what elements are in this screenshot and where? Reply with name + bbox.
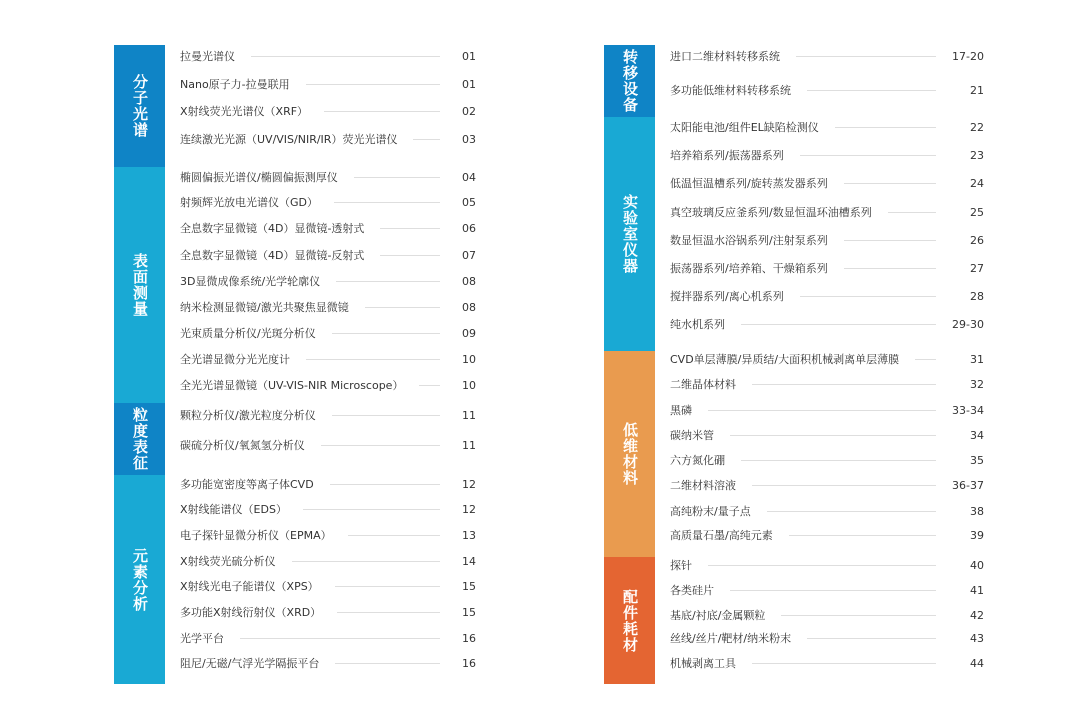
leader-line bbox=[303, 509, 440, 510]
leader-line bbox=[348, 535, 440, 536]
toc-entry[interactable] bbox=[180, 167, 476, 187]
entry-title: 进口二维材料转移系统 bbox=[670, 50, 780, 63]
page-number: 09 bbox=[462, 326, 476, 340]
entry-title: 光学平台 bbox=[180, 632, 224, 645]
category-title: 转移设备 bbox=[621, 49, 639, 113]
page-number: 43 bbox=[970, 631, 984, 645]
page-number: 38 bbox=[970, 504, 984, 518]
toc-entry[interactable] bbox=[180, 192, 476, 212]
category-band-1 bbox=[604, 45, 655, 117]
toc-entry[interactable] bbox=[670, 145, 984, 165]
toc-entry[interactable] bbox=[670, 349, 984, 369]
leader-line bbox=[332, 333, 440, 334]
entry-title: 振荡器系列/培养箱、干燥箱系列 bbox=[670, 262, 828, 275]
toc-entry[interactable] bbox=[670, 501, 984, 521]
entry-title: 全息数字显微镜（4D）显微镜-反射式 bbox=[180, 249, 365, 262]
leader-line bbox=[730, 435, 936, 436]
category-band-4 bbox=[114, 475, 165, 684]
page-number: 28 bbox=[970, 289, 984, 303]
entry-title: 阻尼/无磁/气浮光学隔振平台 bbox=[180, 657, 320, 670]
entry-title: 全息数字显微镜（4D）显微镜-透射式 bbox=[180, 222, 365, 235]
page-number: 21 bbox=[970, 83, 984, 97]
toc-entry[interactable] bbox=[180, 602, 476, 622]
leader-line bbox=[789, 535, 936, 536]
page-number: 44 bbox=[970, 656, 984, 670]
leader-line bbox=[844, 183, 936, 184]
entry-title: 多功能低维材料转移系统 bbox=[670, 84, 791, 97]
leader-line bbox=[292, 561, 440, 562]
page-number: 01 bbox=[462, 49, 476, 63]
leader-line bbox=[752, 485, 936, 486]
toc-entry[interactable] bbox=[180, 349, 476, 369]
page-number: 26 bbox=[970, 233, 984, 247]
category-band-2 bbox=[114, 167, 165, 403]
leader-line bbox=[800, 296, 936, 297]
category-band-1 bbox=[114, 45, 165, 167]
entry-title: 低温恒温槽系列/旋转蒸发器系列 bbox=[670, 177, 828, 190]
toc-entry[interactable] bbox=[670, 525, 984, 545]
toc-entry[interactable] bbox=[180, 375, 476, 395]
toc-entry[interactable] bbox=[670, 80, 984, 100]
leader-line bbox=[752, 663, 936, 664]
page-number: 11 bbox=[462, 408, 476, 422]
toc-entry[interactable] bbox=[180, 576, 476, 596]
leader-line bbox=[844, 268, 936, 269]
leader-line bbox=[332, 415, 440, 416]
entry-title: 颗粒分析仪/激光粒度分析仪 bbox=[180, 409, 316, 422]
leader-line bbox=[767, 511, 936, 512]
leader-line bbox=[915, 359, 936, 360]
leader-line bbox=[321, 445, 440, 446]
page-number: 01 bbox=[462, 77, 476, 91]
leader-line bbox=[337, 612, 440, 613]
toc-entry[interactable] bbox=[180, 474, 476, 494]
entry-title: 多功能X射线衍射仪（XRD） bbox=[180, 606, 322, 619]
category-band-4 bbox=[604, 557, 655, 684]
toc-entry[interactable] bbox=[180, 435, 476, 455]
page-number: 15 bbox=[462, 579, 476, 593]
entry-title: 全光光谱显微镜（UV-VIS-NIR Microscope） bbox=[180, 379, 404, 392]
toc-entry[interactable] bbox=[670, 230, 984, 250]
page-number: 33-34 bbox=[952, 403, 984, 417]
leader-line bbox=[306, 359, 440, 360]
category-band-3 bbox=[604, 351, 655, 557]
page-number: 42 bbox=[970, 608, 984, 622]
toc-entry[interactable] bbox=[180, 525, 476, 545]
category-band-3 bbox=[114, 403, 165, 475]
toc-entry[interactable] bbox=[180, 245, 476, 265]
toc-entry[interactable] bbox=[180, 551, 476, 571]
category-title: 元素分析 bbox=[131, 547, 149, 612]
toc-entry[interactable] bbox=[180, 129, 476, 149]
leader-line bbox=[730, 590, 936, 591]
entry-title: 培养箱系列/振荡器系列 bbox=[670, 149, 784, 162]
leader-line bbox=[336, 281, 440, 282]
page-number: 17-20 bbox=[952, 49, 984, 63]
page-number: 22 bbox=[970, 120, 984, 134]
category-title: 低维材料 bbox=[621, 422, 639, 486]
leader-line bbox=[835, 127, 936, 128]
toc-entry[interactable] bbox=[180, 405, 476, 425]
entry-title: 高纯粉末/量子点 bbox=[670, 505, 751, 518]
category-title: 分子光谱 bbox=[131, 74, 149, 138]
leader-line bbox=[741, 460, 936, 461]
entry-title: 丝线/丝片/靶材/纳米粉末 bbox=[670, 632, 792, 645]
leader-line bbox=[708, 410, 936, 411]
toc-entry[interactable] bbox=[180, 499, 476, 519]
page-number: 34 bbox=[970, 428, 984, 442]
page-number: 29-30 bbox=[952, 317, 984, 331]
category-title: 粒度表征 bbox=[131, 407, 149, 471]
toc-left-column bbox=[114, 45, 476, 684]
leader-line bbox=[365, 307, 440, 308]
entry-title: 3D显微成像系统/光学轮廓仪 bbox=[180, 275, 321, 288]
leader-line bbox=[800, 155, 936, 156]
page-number: 12 bbox=[462, 502, 476, 516]
page-number: 24 bbox=[970, 176, 984, 190]
entry-title: 基底/衬底/金属颗粒 bbox=[670, 609, 766, 622]
toc-entry[interactable] bbox=[670, 400, 984, 420]
leader-line bbox=[807, 638, 936, 639]
page-number: 07 bbox=[462, 248, 476, 262]
leader-line bbox=[380, 255, 440, 256]
entry-title: 太阳能电池/组件EL缺陷检测仪 bbox=[670, 121, 819, 134]
page-number: 39 bbox=[970, 528, 984, 542]
toc-entry[interactable] bbox=[180, 74, 476, 94]
leader-line bbox=[888, 212, 936, 213]
category-title: 配件耗材 bbox=[621, 588, 639, 653]
toc-entry[interactable] bbox=[670, 450, 984, 470]
toc-entry[interactable] bbox=[670, 555, 984, 575]
toc-entry[interactable] bbox=[670, 258, 984, 278]
leader-line bbox=[334, 202, 440, 203]
page-number: 27 bbox=[970, 261, 984, 275]
leader-line bbox=[380, 228, 440, 229]
toc-entry[interactable] bbox=[670, 46, 984, 66]
leader-line bbox=[844, 240, 936, 241]
toc-entry[interactable] bbox=[670, 374, 984, 394]
page-number: 05 bbox=[462, 195, 476, 209]
leader-line bbox=[330, 484, 440, 485]
page-number: 04 bbox=[462, 170, 476, 184]
page-number: 15 bbox=[462, 605, 476, 619]
toc-entry[interactable] bbox=[180, 218, 476, 238]
toc-entry[interactable] bbox=[670, 425, 984, 445]
entry-title: 数显恒温水浴锅系列/注射泵系列 bbox=[670, 234, 828, 247]
entry-title: 碳硫分析仪/氧氮氢分析仪 bbox=[180, 439, 305, 452]
entry-title: Nano原子力-拉曼联用 bbox=[180, 78, 290, 91]
toc-entry[interactable] bbox=[670, 202, 984, 222]
entry-title: 探针 bbox=[670, 559, 692, 572]
toc-entry[interactable] bbox=[670, 605, 984, 625]
leader-line bbox=[807, 90, 936, 91]
page-number: 13 bbox=[462, 528, 476, 542]
toc-entry[interactable] bbox=[180, 271, 476, 291]
entry-title: X射线荧光硫分析仪 bbox=[180, 555, 276, 568]
entry-title: X射线荧光光谱仪（XRF） bbox=[180, 105, 309, 118]
leader-line bbox=[324, 111, 440, 112]
page-number: 06 bbox=[462, 221, 476, 235]
entry-title: 椭圆偏振光谱仪/椭圆偏振测厚仪 bbox=[180, 171, 338, 184]
page-number: 08 bbox=[462, 274, 476, 288]
entry-title: 六方氮化硼 bbox=[670, 454, 725, 467]
entry-title: 机械剥离工具 bbox=[670, 657, 736, 670]
entry-title: 纳米检测显微镜/激光共聚焦显微镜 bbox=[180, 301, 349, 314]
toc-entry[interactable] bbox=[180, 653, 476, 673]
page-number: 10 bbox=[462, 352, 476, 366]
page-number: 40 bbox=[970, 558, 984, 572]
page-number: 36-37 bbox=[952, 478, 984, 492]
page-number: 25 bbox=[970, 205, 984, 219]
entry-title: 连续激光光源（UV/VIS/NIR/IR）荧光光谱仪 bbox=[180, 133, 398, 146]
entry-title: 电子探针显微分析仪（EPMA） bbox=[180, 529, 332, 542]
page-number: 11 bbox=[462, 438, 476, 452]
entry-title: 多功能宽密度等离子体CVD bbox=[180, 478, 314, 491]
entry-title: 全光谱显微分光光度计 bbox=[180, 353, 290, 366]
toc-entry[interactable] bbox=[670, 117, 984, 137]
leader-line bbox=[796, 56, 936, 57]
leader-line bbox=[781, 615, 936, 616]
page-number: 14 bbox=[462, 554, 476, 568]
leader-line bbox=[306, 84, 440, 85]
toc-entry[interactable] bbox=[670, 653, 984, 673]
toc-entry[interactable] bbox=[670, 173, 984, 193]
entry-title: 搅拌器系列/离心机系列 bbox=[670, 290, 784, 303]
page-number: 16 bbox=[462, 631, 476, 645]
toc-entry[interactable] bbox=[180, 628, 476, 648]
toc-entry[interactable] bbox=[180, 323, 476, 343]
page-number: 03 bbox=[462, 132, 476, 146]
toc-entry[interactable] bbox=[670, 580, 984, 600]
toc-entry[interactable] bbox=[180, 101, 476, 121]
leader-line bbox=[419, 385, 440, 386]
page-number: 02 bbox=[462, 104, 476, 118]
toc-entry[interactable] bbox=[670, 475, 984, 495]
page-number: 10 bbox=[462, 378, 476, 392]
leader-line bbox=[752, 384, 936, 385]
page-number: 16 bbox=[462, 656, 476, 670]
leader-line bbox=[240, 638, 440, 639]
entry-title: 射频辉光放电光谱仪（GD） bbox=[180, 196, 318, 209]
page-number: 41 bbox=[970, 583, 984, 597]
leader-line bbox=[708, 565, 936, 566]
entry-title: 光束质量分析仪/光斑分析仪 bbox=[180, 327, 316, 340]
toc-entry[interactable] bbox=[180, 297, 476, 317]
leader-line bbox=[335, 663, 440, 664]
toc-entry[interactable] bbox=[670, 286, 984, 306]
entry-title: X射线光电子能谱仪（XPS） bbox=[180, 580, 319, 593]
leader-line bbox=[335, 586, 440, 587]
page-number: 08 bbox=[462, 300, 476, 314]
entry-title: 纯水机系列 bbox=[670, 318, 725, 331]
entry-title: CVD单层薄膜/异质结/大面积机械剥离单层薄膜 bbox=[670, 353, 900, 366]
toc-entry[interactable] bbox=[670, 628, 984, 648]
toc-entry[interactable] bbox=[180, 46, 476, 66]
page-number: 23 bbox=[970, 148, 984, 162]
entry-title: 高质量石墨/高纯元素 bbox=[670, 529, 773, 542]
page-number: 35 bbox=[970, 453, 984, 467]
leader-line bbox=[251, 56, 440, 57]
entry-title: 二维材料溶液 bbox=[670, 479, 736, 492]
leader-line bbox=[354, 177, 440, 178]
category-band-2 bbox=[604, 117, 655, 351]
entry-title: X射线能谱仪（EDS） bbox=[180, 503, 287, 516]
entry-title: 碳纳米管 bbox=[670, 429, 714, 442]
leader-line bbox=[413, 139, 440, 140]
page-number: 31 bbox=[970, 352, 984, 366]
leader-line bbox=[741, 324, 936, 325]
entry-title: 黑磷 bbox=[670, 404, 692, 417]
page-number: 12 bbox=[462, 477, 476, 491]
category-title: 表面测量 bbox=[131, 253, 149, 317]
entry-title: 真空玻璃反应釜系列/数显恒温环油槽系列 bbox=[670, 206, 872, 219]
category-title: 实验室仪器 bbox=[621, 194, 639, 274]
toc-entry[interactable] bbox=[670, 314, 984, 334]
page-number: 32 bbox=[970, 377, 984, 391]
entry-title: 二维晶体材料 bbox=[670, 378, 736, 391]
toc-right-column bbox=[604, 45, 984, 684]
entry-title: 各类硅片 bbox=[670, 584, 714, 597]
entry-title: 拉曼光谱仪 bbox=[180, 50, 235, 63]
